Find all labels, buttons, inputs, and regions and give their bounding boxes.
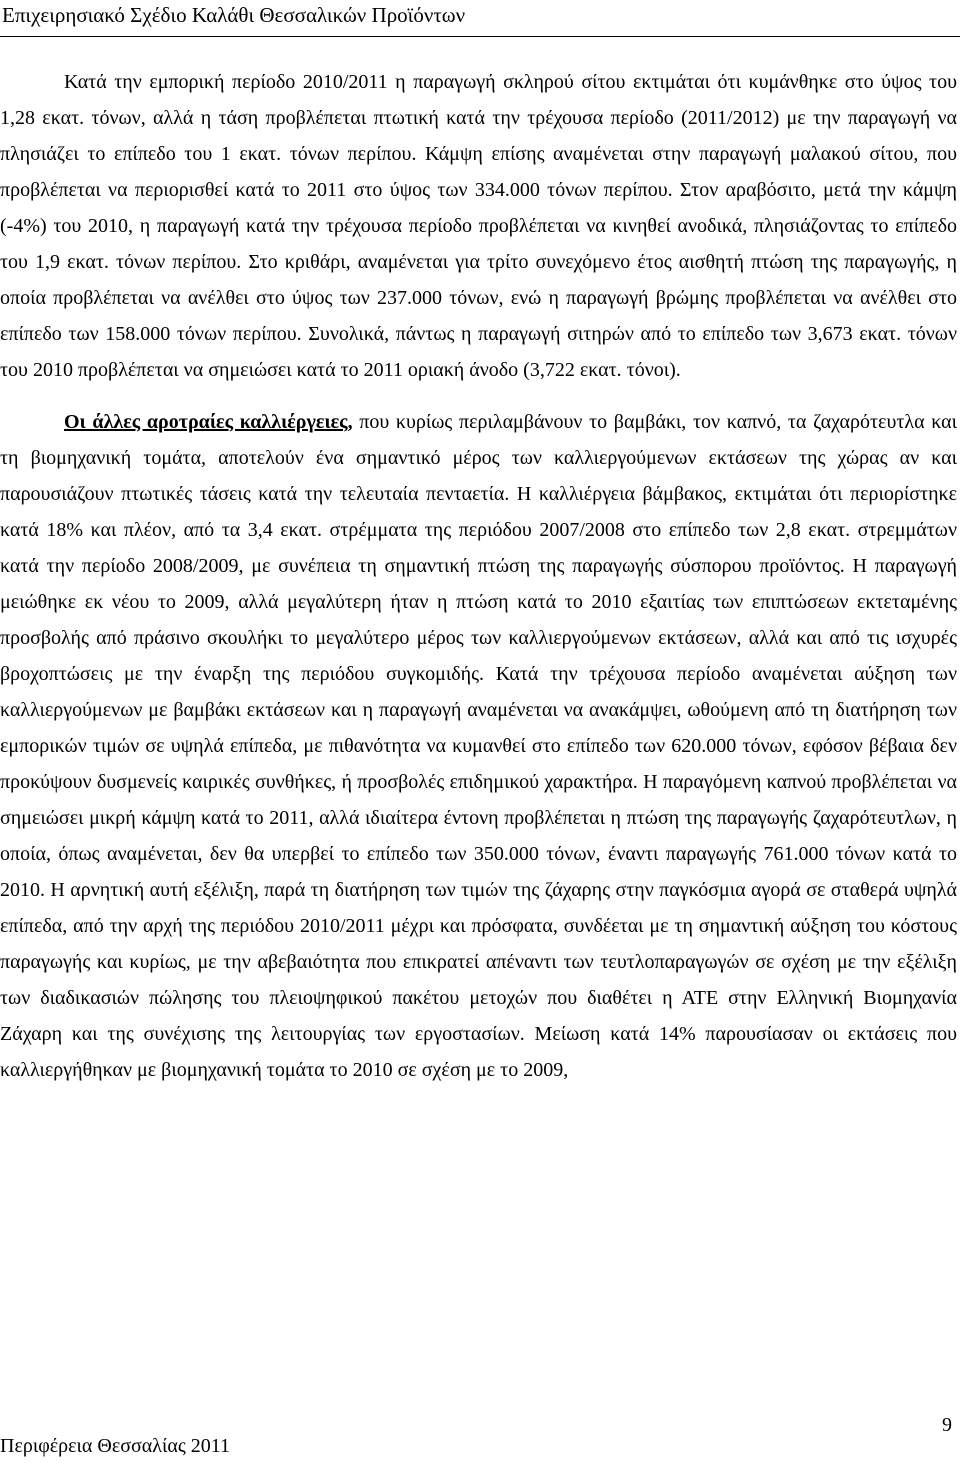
paragraph-cereals: Κατά την εμπορική περίοδο 2010/2011 η παραγωγή σκληρού σίτου εκτιμάται ότι κυμάνθηκε στο ύψος του 1,28 εκατ. τόνων, αλλά η τάση προβλέπεται πτωτική κατά την τρέχουσα περίοδο (2011/2012) με την παραγωγή να πλησιάζει το επίπεδο του 1 εκατ. τόνων περίπου. Κάμψη επίσης αναμένεται στην παραγωγή μαλακού σίτου, που προβλέπεται να περιορισθεί κατά το 2011 στο ύψος των 334.000 τόνων περίπου. Στον αραβόσιτο, μετά την κάμψη (-4%) του 2010, η παραγωγή κατά την τρέχουσα περίοδο προβλέπεται να κινηθεί ανοδικά, πλησιάζοντας το επίπεδο του 1,9 εκατ. τόνων περίπου. Στο κριθάρι, αναμένεται για τρίτο συνεχόμενο έτος αισθητή πτώση της παραγωγής, η οποία προβλέπεται να ανέλθει στο ύψος των 237.000 τόνων, ενώ η παραγωγή βρώμης προβλέπεται να ανέλθει στο επίπεδο των 158.000 τόνων περίπου. Συνολικά, πάντως η παραγωγή σιτηρών από το επίπεδο των 3,673 εκατ. τόνων του 2010 προβλέπεται να σημειώσει κατά το 2011 οριακή άνοδο (3,722 εκατ. τόνοι).	[0, 71, 957, 381]
document-body	[0, 64, 957, 1088]
page-number: 9	[942, 1414, 952, 1436]
page-header: Επιχειρησιακό Σχέδιο Καλάθι Θεσσαλικών Προϊόντων	[2, 3, 466, 27]
paragraph-body: που κυρίως περιλαμβάνουν το βαμβάκι, τον καπνό, τα ζαχαρότευτλα και τη βιομηχανική τομάτα, αποτελούν ένα σημαντικό μέρος των καλλιεργούμενων εκτάσεων της χώρας αν και παρουσιάζουν πτωτικές τάσεις κατά την τελευταία πενταετία. Η καλλιέργεια βάμβακος, εκτιμάται ότι περιορίστηκε κατά 18% και πλέον, από τα 3,4 εκατ. στρέμματα της περιόδου 2007/2008 στο επίπεδο των 2,8 εκατ. στρεμμάτων κατά την περίοδο 2008/2009, με συνέπεια τη σημαντική πτώση της παραγωγής σύσπορου προϊόντος. Η παραγωγή μειώθηκε εκ νέου το 2009, αλλά μεγαλύτερη ήταν η πτώση κατά το 2010 εξαιτίας των επιπτώσεων εκτεταμένης προσβολής από πράσινο σκουλήκι το μεγαλύτερο μέρος των καλλιεργούμενων εκτάσεων, αλλά και από τις ισχυρές βροχοπτώσεις με την έναρξη της περιόδου συγκομιδής. Κατά την τρέχουσα περίοδο αναμένεται αύξηση των καλλιεργούμενων με βαμβάκι εκτάσεων και η παραγωγή αναμένεται να ανακάμψει, ωθούμενη από τη διατήρηση των εμπορικών τιμών σε υψηλά επίπεδα, με πιθανότητα να κυμανθεί στο επίπεδο των 620.000 τόνων, εφόσον βέβαια δεν προκύψουν δυσμενείς καιρικές συνθήκες, ή προσβολές επιδημικού χαρακτήρα. Η παραγόμενη καπνού προβλέπεται να σημειώσει μικρή κάμψη κατά το 2011, αλλά ιδιαίτερα έντονη προβλέπεται η πτώση της παραγωγής ζαχαρότευτλων, η οποία, όπως αναμένεται, δεν θα υπερβεί το επίπεδο των 350.000 τόνων, έναντι παραγωγής 761.000 τόνων κατά το 2010. Η αρνητική αυτή εξέλιξη, παρά τη διατήρηση των τιμών της ζάχαρης στην παγκόσμια αγορά σε σταθερά υψηλά επίπεδα, από την αρχή της περιόδου 2010/2011 μέχρι και πρόσφατα, συνδέεται με τη σημαντική αύξηση του κόστους παραγωγής και κυρίως, με την αβεβαιότητα που επικρατεί απέναντι των τευτλοπαραγωγών σε σχέση με την εξέλιξη των διαδικασιών πώλησης του πλειοψηφικού πακέτου μετοχών που διαθέτει η ΑΤΕ στην Ελληνική Βιομηχανία Ζάχαρη και της συνέχισης της λειτουργίας των εργοστασίων. Μείωση κατά 14% παρουσίασαν οι εκτάσεις που καλλιεργήθηκαν με βιομηχανική τομάτα το 2010 σε σχέση με το 2009,	[0, 411, 957, 1081]
page-footer: Περιφέρεια Θεσσαλίας 2011	[0, 1435, 230, 1457]
header-divider	[0, 36, 960, 37]
paragraph-other-crops	[0, 404, 957, 1088]
paragraph-lead-heading: Οι άλλες αροτραίες καλλιέργειες,	[64, 411, 353, 433]
